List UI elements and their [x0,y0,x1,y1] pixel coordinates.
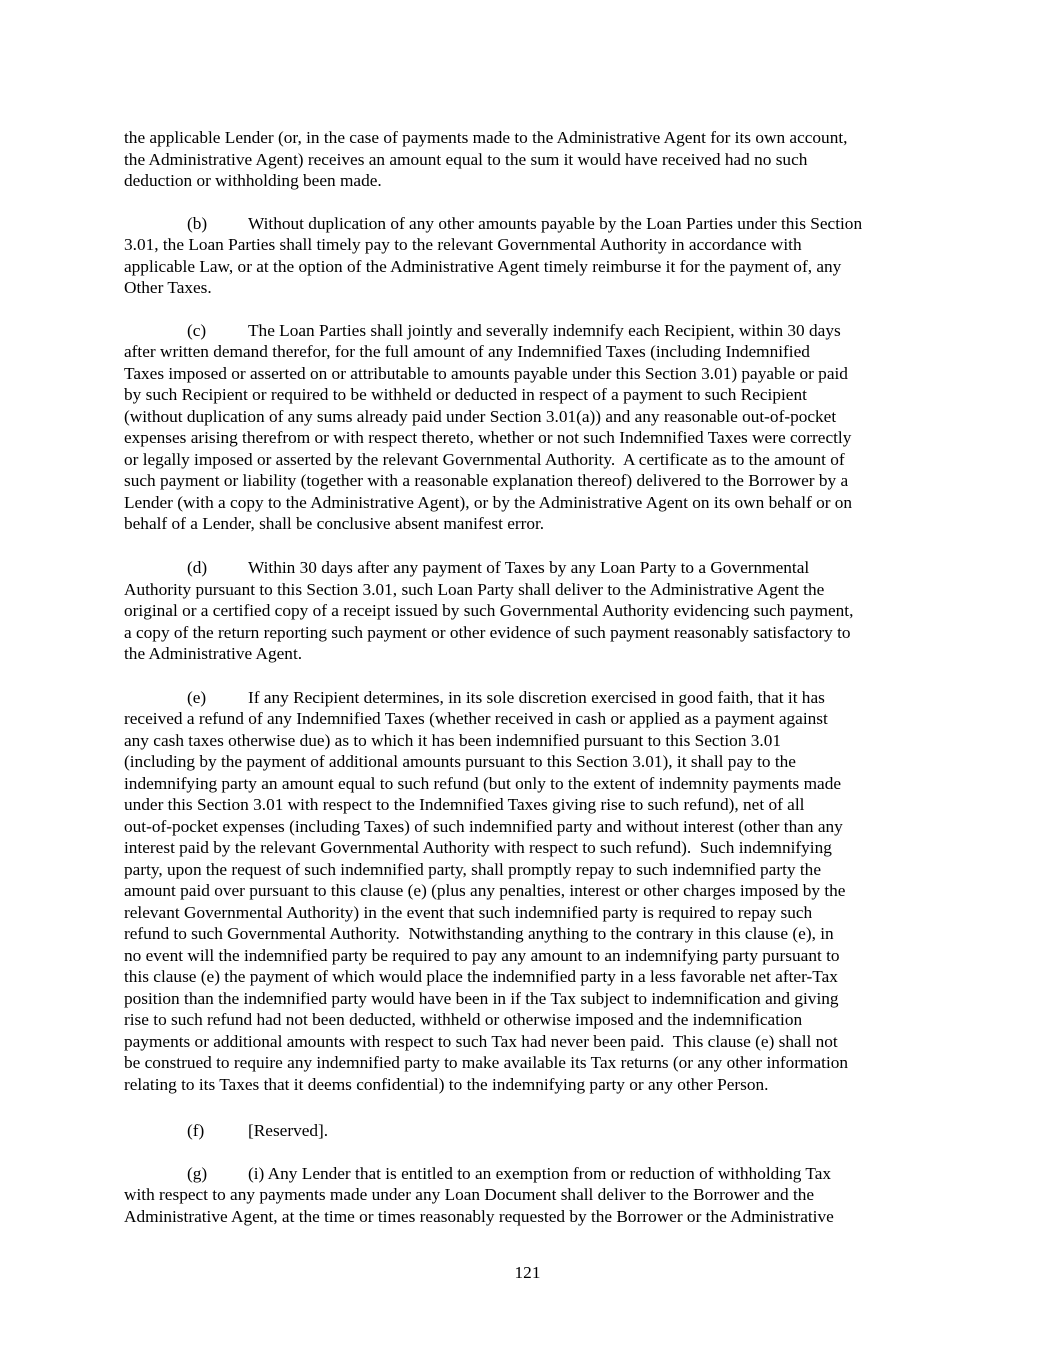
clause-e-line-15: rise to such refund had not been deducted, withheld or otherwise imposed and the indemnification [124,1010,803,1029]
clause-e-line-17: be construed to require any indemnified party to make available its Tax returns (or any other information [124,1053,849,1072]
clause-g-line-1: with respect to any payments made under any Loan Document shall deliver to the Borrower and the [124,1185,815,1204]
clause-e-line-5: under this Section 3.01 with respect to the Indemnified Taxes giving rise to such refund), net of all [124,795,805,814]
page-number: 121 [514,1263,541,1282]
clause-c-line-9: behalf of a Lender, shall be conclusive absent manifest error. [124,514,545,533]
clause-e-line-16: payments or additional amounts with respect to such Tax had never been paid. This clause (e) shall not [124,1031,838,1051]
clause-b-first-line: Without duplication of any other amounts payable by the Loan Parties under this Section [248,213,863,233]
clause-d-label: (d) [187,558,208,577]
clause-d-line-3: a copy of the return reporting such payment or other evidence of such payment reasonably satisfactory to [124,622,851,642]
clause-b-line-1: 3.01, the Loan Parties shall timely pay to the relevant Governmental Authority in accordance with [124,235,802,254]
clause-e-label: (e) [187,687,207,707]
clause-c-line-1: after written demand therefor, for the full amount of any Indemnified Taxes (including Indemnified [124,342,810,361]
clause-d-line-2: original or a certified copy of a receipt issued by such Governmental Authority evidencing such payment, [124,601,854,620]
clause-d-line-1: Authority pursuant to this Section 3.01, such Loan Party shall deliver to the Administrative Agent the [124,579,825,599]
intro-line-2: the Administrative Agent) receives an amount equal to the sum it would have received had no such [124,149,808,169]
clause-d-line-4: the Administrative Agent. [124,644,303,663]
clause-c-line-4: (without duplication of any sums already paid under Section 3.01(a)) and any reasonable out-of-pocket [124,406,837,426]
intro-line-1: the applicable Lender (or, in the case of payments made to the Administrative Agent for its own account, [124,128,848,147]
clause-e-line-14: position than the indemnified party would have been in if the Tax subject to indemnification and giving [124,988,839,1008]
clause-e-line-8: party, upon the request of such indemnified party, shall promptly repay to such indemnified party the [124,859,821,879]
clause-e-line-10: relevant Governmental Authority) in the event that such indemnified party is required to repay such [124,902,813,922]
clause-e-line-12: no event will the indemnified party be required to pay any amount to an indemnifying party pursuant to [124,945,840,965]
clause-e-line-4: indemnifying party an amount equal to such refund (but only to the extent of indemnity payments made [124,773,842,793]
clause-c-line-7: such payment or liability (together with a reasonable explanation thereof) delivered to the Borrower by a [124,471,849,490]
clause-e-line-1: received a refund of any Indemnified Taxes (whether received in cash or applied as a payment against [124,709,828,728]
clause-e-first-line: If any Recipient determines, in its sole discretion exercised in good faith, that it has [248,687,825,707]
clause-e-line-6: out-of-pocket expenses (including Taxes) of such indemnified party and without interest (other than any [124,816,843,836]
clause-e-line-2: any cash taxes otherwise due) as to which it has been indemnified pursuant to this Section 3.01 [124,730,782,750]
clause-c-line-6: or legally imposed or asserted by the relevant Governmental Authority. A certificate as to the amount of [124,449,845,469]
clause-e-line-3: (including by the payment of additional amounts pursuant to this Section 3.01), it shall pay to the [124,752,796,771]
clause-c-first-line: The Loan Parties shall jointly and severally indemnify each Recipient, within 30 days [248,320,841,340]
clause-c-line-5: expenses arising therefrom or with respect thereto, whether or not such Indemnified Taxes were correctly [124,428,852,447]
clause-d-first-line: Within 30 days after any payment of Taxes by any Loan Party to a Governmental [248,558,810,577]
clause-c-label: (c) [187,320,207,340]
clause-e-line-7: interest paid by the relevant Governmental Authority with respect to such refund). Such indemnifying [124,838,832,857]
intro-line-3: deduction or withholding been made. [124,171,382,190]
clause-g-line-2: Administrative Agent, at the time or times reasonably requested by the Borrower or the Administrative [124,1206,834,1226]
clause-b-line-2: applicable Law, or at the option of the Administrative Agent timely reimburse it for the payment of, any [124,256,842,276]
clause-g-label: (g) [187,1163,208,1183]
clause-e-line-11: refund to such Governmental Authority. Notwithstanding anything to the contrary in this clause (e), in [124,924,834,943]
clause-c-line-3: by such Recipient or required to be withheld or deducted in respect of a payment to such Recipient [124,385,807,404]
clause-e-line-13: this clause (e) the payment of which would place the indemnified party in a less favorable net after-Tax [124,967,838,986]
clause-e-line-9: amount paid over pursuant to this clause (e) (plus any penalties, interest or other charges imposed by the [124,881,846,900]
clause-c-line-8: Lender (with a copy to the Administrative Agent), or by the Administrative Agent on its own behalf or on [124,492,853,512]
clause-e-line-18: relating to its Taxes that it deems confidential) to the indemnifying party or any other Person. [124,1074,769,1094]
clause-b-label: (b) [187,213,208,233]
clause-c-line-2: Taxes imposed or asserted on or attributable to amounts payable under this Section 3.01) payable or paid [124,363,848,383]
clause-b-line-3: Other Taxes. [124,278,212,297]
clause-f-label: (f) [187,1120,205,1140]
clause-f-text: [Reserved]. [248,1120,329,1140]
clause-g-first-line: (i) Any Lender that is entitled to an exemption from or reduction of withholding Tax [248,1163,832,1183]
